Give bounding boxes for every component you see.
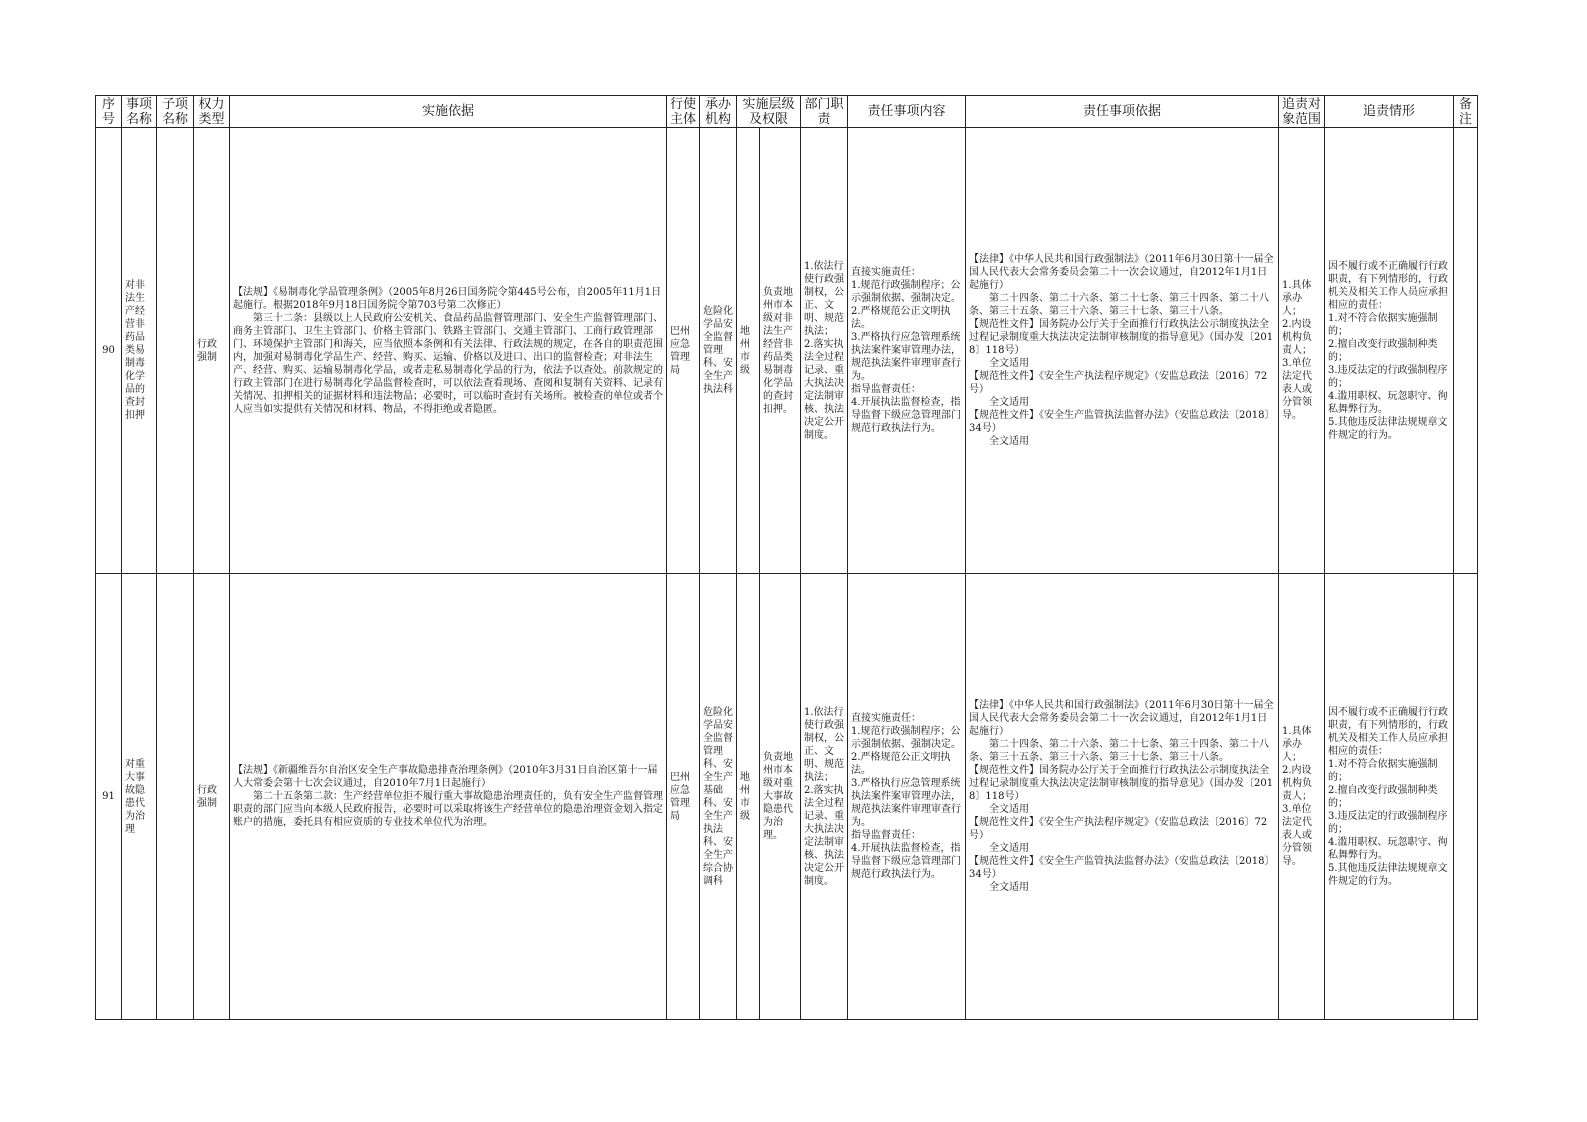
- row-situation: 因不履行或不正确履行行政职责，有下列情形的，行政机关及相关工作人员应承担相应的责任： 1.对不符合依据实施强制的； 2.擅自改变行政强制种类的； 3.违反法定的行政强制程序的； 4.滥用职权、玩忽职守、徇私舞弊行为。 5.其他违反法律法规规章文件规定的行为。: [1325, 574, 1454, 1020]
- row-basis: 【法规】《易制毒化学品管理条例》（2005年8月26日国务院令第445号公布，自2005年11月1日起施行。根据2018年9月18日国务院令第703号第二次修正） 第三十二条：县级以上人民政府公安机关、食品药品监督管理部门、安全生产监督管理部门、商务主管部门、卫生主管部门、价格主管部门、铁路主管部门、交通主管部门、工商行政管理部门、环境保护主管部门和海关，应当依照本条例和有关法律、行政法规的规定，在各自的职责范围内，加强对易制毒化学品生产、经营、购买、运输、价格以及进口、出口的监督检查；对非法生产、经营、购买、运输易制毒化学品，或者走私易制毒化学品的行为，依法予以查处。前款规定的行政主管部门在进行易制毒化学品监督检查时，可以依法查看现场、查阅和复制有关资料、记录有关情况、扣押相关的证据材料和违法物品；必要时，可以临时查封有关场所。被检查的单位或者个人应当如实提供有关情况和材料、物品，不得拒绝或者隐匿。: [230, 128, 667, 574]
- row-remark: [1454, 128, 1478, 574]
- header-situation: 追责情形: [1325, 96, 1454, 128]
- row-subject: 巴州应急管理局: [667, 574, 700, 1020]
- row-resp-basis: 【法律】《中华人民共和国行政强制法》（2011年6月30日第十一届全国人民代表大会常务委员会第二十一次会议通过，自2012年1月1日起施行） 第二十四条、第二十六条、第二十七条、第三十四条、第二十八条、第三十五条、第三十六条、第三十七条、第三十八条。 【规范性文件】国务院办公厅关于全面推行行政执法公示制度执法全过程记录制度重大执法决定法制审核制度的指导意见》（国办发〔2018〕118号） 全文适用 【规范性文件】《安全生产执法程序规定》（安监总政法〔2016〕72号） 全文适用 【规范性文件】《安全生产监管执法监督办法》（安监总政法〔2018〕34号） 全文适用: [966, 128, 1279, 574]
- row-sub-name: [157, 574, 194, 1020]
- row-org: 危险化学品安全监督管理科、安全生产执法科: [700, 128, 737, 574]
- header-subject: 行使主体: [667, 96, 700, 128]
- header-seq: 序号: [96, 96, 122, 128]
- table-row: [96, 128, 1478, 574]
- row-power-type: 行政强制: [194, 574, 230, 1020]
- row-remark: [1454, 574, 1478, 1020]
- header-row: [96, 96, 1478, 128]
- row-basis: 【法规】《新疆维吾尔自治区安全生产事故隐患排查治理条例》（2010年3月31日自治区第十一届人大常委会第十七次会议通过，自2010年7月1日起施行） 第二十五条第二款：生产经营单位拒不履行重大事故隐患治理责任的，负有安全生产监督管理职责的部门应当向本级人民政府报告，必要时可以采取将该生产经营单位的隐患治理资金划入指定账户的措施，委托具有相应资质的专业技术单位代为治理。: [230, 574, 667, 1020]
- row-sub-name: [157, 128, 194, 574]
- row-item-name: 对重大事故隐患代为治理: [122, 574, 157, 1020]
- row-seq: 90: [96, 128, 122, 574]
- header-duty: 部门职责: [801, 96, 848, 128]
- row-situation: 因不履行或不正确履行行政职责，有下列情形的，行政机关及相关工作人员应承担相应的责任： 1.对不符合依据实施强制的； 2.擅自改变行政强制种类的； 3.违反法定的行政强制程序的； 4.滥用职权、玩忽职守、徇私舞弊行为。 5.其他违反法律法规规章文件规定的行为。: [1325, 128, 1454, 574]
- row-scope: 1.具体承办人； 2.内设机构负责人； 3.单位法定代表人或分管领导。: [1279, 574, 1325, 1020]
- row-subject: 巴州应急管理局: [667, 128, 700, 574]
- row-resp-basis: 【法律】《中华人民共和国行政强制法》（2011年6月30日第十一届全国人民代表大会常务委员会第二十一次会议通过，自2012年1月1日起施行） 第二十四条、第二十六条、第二十七条、第三十四条、第二十八条、第三十五条、第三十六条、第三十七条、第三十八条。 【规范性文件】国务院办公厅关于全面推行行政执法公示制度执法全过程记录制度重大执法决定法制审核制度的指导意见》（国办发〔2018〕118号） 全文适用 【规范性文件】《安全生产执法程序规定》（安监总政法〔2016〕72号） 全文适用 【规范性文件】《安全生产监管执法监督办法》（安监总政法〔2018〕34号） 全文适用: [966, 574, 1279, 1020]
- row-duty: 1.依法行使行政强制权，公正、文明、规范执法； 2.落实执法全过程记录、重大执法决定法制审核、执法决定公开制度。: [801, 128, 848, 574]
- row-resp-content: 直接实施责任： 1.规范行政强制程序；公示强制依据、强制决定。 2.严格规范公正文明执法。 3.严格执行应急管理系统执法案件案审管理办法，规范执法案件审理审查行为。 指导监督责任： 4.开展执法监督检查，指导监督下级应急管理部门规范行政执法行为。: [848, 574, 966, 1020]
- header-remark: 备注: [1454, 96, 1478, 128]
- row-duty: 1.依法行使行政强制权，公正、文明、规范执法； 2.落实执法全过程记录、重大执法决定法制审核、执法决定公开制度。: [801, 574, 848, 1020]
- row-seq: 91: [96, 574, 122, 1020]
- header-resp-content: 责任事项内容: [848, 96, 966, 128]
- row-level-b: 负责地州市本级对重大事故隐患代为治理。: [760, 574, 801, 1020]
- header-item-name: 事项名称: [122, 96, 157, 128]
- row-item-name: 对非法生产经营非药品类易制毒化学品的查封扣押: [122, 128, 157, 574]
- header-level: 实施层级及权限: [737, 96, 801, 128]
- row-resp-content: 直接实施责任： 1.规范行政强制程序；公示强制依据、强制决定。 2.严格规范公正文明执法。 3.严格执行应急管理系统执法案件案审管理办法，规范执法案件审理审查行为。 指导监督责任： 4.开展执法监督检查，指导监督下级应急管理部门规范行政执法行为。: [848, 128, 966, 574]
- row-power-type: 行政强制: [194, 128, 230, 574]
- power-list-table: [95, 95, 1478, 1020]
- header-basis: 实施依据: [230, 96, 667, 128]
- row-scope: 1.具体承办人； 2.内设机构负责人； 3.单位法定代表人或分管领导。: [1279, 128, 1325, 574]
- header-scope: 追责对象范围: [1279, 96, 1325, 128]
- header-resp-basis: 责任事项依据: [966, 96, 1279, 128]
- header-sub-name: 子项名称: [157, 96, 194, 128]
- row-level-a: 地州市级: [737, 574, 760, 1020]
- table-row: [96, 574, 1478, 1020]
- header-power-type: 权力类型: [194, 96, 230, 128]
- row-level-a: 地州市级: [737, 128, 760, 574]
- row-level-b: 负责地州市本级对非法生产经营非药品类易制毒化学品的查封扣押。: [760, 128, 801, 574]
- header-org: 承办机构: [700, 96, 737, 128]
- row-org: 危险化学品安全监督管理科、安全生产基础科、安全生产执法科、安全生产综合协调科: [700, 574, 737, 1020]
